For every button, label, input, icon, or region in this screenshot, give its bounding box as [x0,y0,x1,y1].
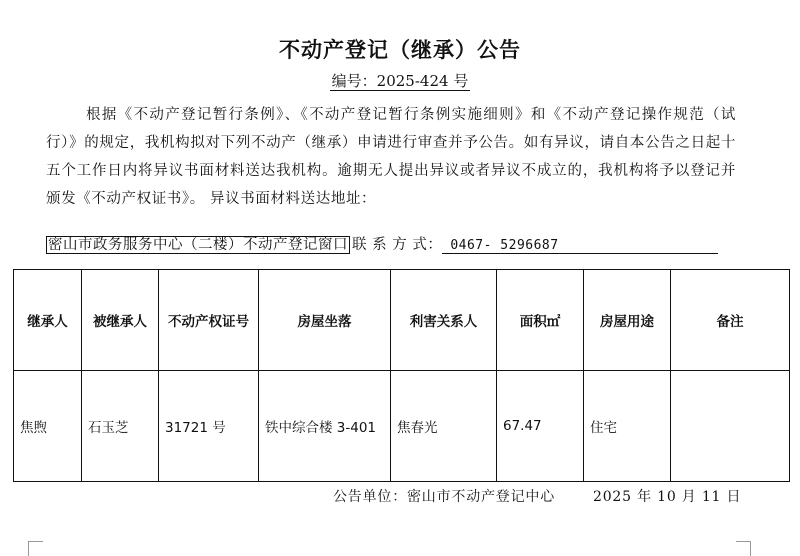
header-usage: 房屋用途 [584,270,671,371]
issue-date: 2025 年 10 月 11 日 [593,489,742,505]
cell-decedent: 石玉芝 [82,371,159,482]
header-decedent: 被继承人 [82,270,159,371]
header-heir: 继承人 [14,270,82,371]
header-area: 面积㎡ [497,270,584,371]
page-corner-mark-right [736,541,751,556]
header-certificate-no: 不动产权证号 [159,270,259,371]
cell-area: 67.47 [497,371,584,482]
cell-usage: 住宅 [584,371,671,482]
cell-certificate-no: 31721 号 [159,371,259,482]
notice-body: 根据《不动产登记暂行条例》、《不动产登记暂行条例实施细则》和《不动产登记操作规范（试行）》的规定，我机构拟对下列不动产（继承）申请进行审查并予公告。如有异议，请自本公告之日起十五个工作日内将异议书面材料送达我机构。逾期无人提出异议或者异议不成立的，我机构将予以登记并颁发《不动产权证书》。 异议书面材料送达地址： [46,107,736,207]
contact-line [46,233,736,255]
issuer: 公告单位：密山市不动产登记中心 [333,489,555,505]
header-location: 房屋坐落 [259,270,391,371]
document-number [0,70,800,91]
cell-location: 铁中综合楼 3-401 [259,371,391,482]
cell-remarks [671,371,790,482]
page-corner-mark-left [28,541,43,556]
contact-phone: 0467- 5296687 [442,238,718,254]
header-remarks: 备注 [671,270,790,371]
header-interested-party: 利害关系人 [391,270,497,371]
cell-heir: 焦煦 [14,371,82,482]
cell-interested-party: 焦春光 [391,371,497,482]
footer [333,486,753,506]
contact-label: 联 系 方 式： [352,237,443,253]
table-header-row [14,270,790,371]
inheritance-table [13,269,790,482]
table-row [14,371,790,482]
page-title: 不动产登记（继承）公告 [279,37,521,62]
submission-address: 密山市政务服务中心（二楼）不动产登记窗口 [48,237,348,253]
document-number-text: 编号：2025-424 号 [331,72,469,90]
